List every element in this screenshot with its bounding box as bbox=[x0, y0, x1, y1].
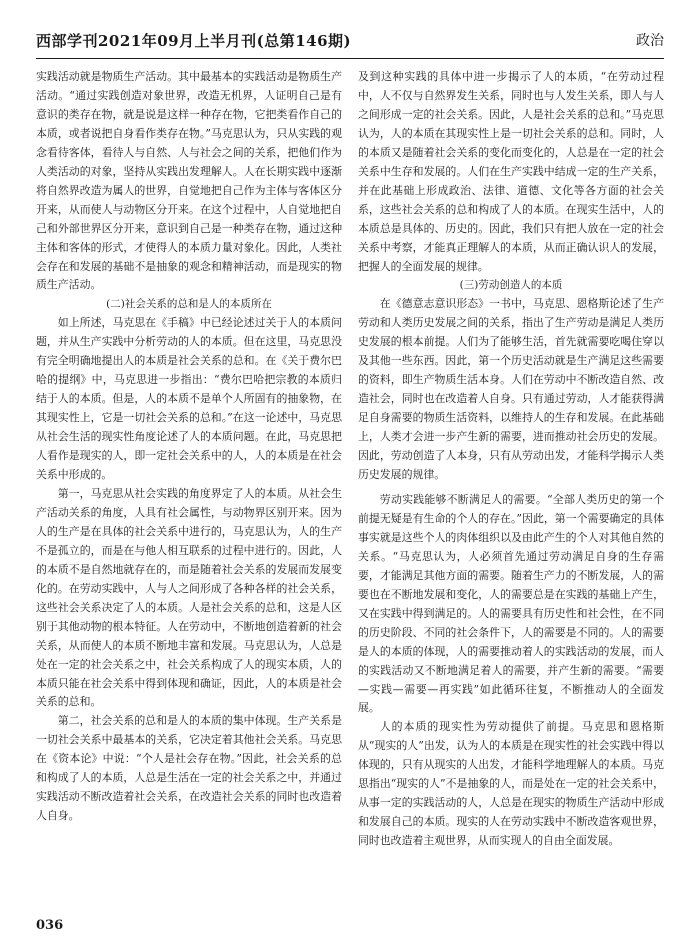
paragraph: 第二，社会关系的总和是人的本质的集中体现。生产关系是一切社会关系中最基本的关系，它决定着其他社会关系。马克思在《资本论》中说：“个人是社会存在物。”因此，社会关系的总和构成了人的本质，人总是生活在一定的社会关系之中，并通过实践活动不断改造着社会关系，在改造社会关系的同时也改造着人自身。 bbox=[36, 714, 342, 823]
paragraph: 实践活动就是物质生产活动。其中最基本的实践活动是物质生产活动。“通过实践创造对象世界，改造无机界，人证明自己是有意识的类存在物，就是说是这样一种存在物，它把类看作自己的本质，或者说把自身看作类存在物。”马克思认为，只从实践的观念看待客体，看待人与自然、人与社会之间的关系，把他们作为人类活动的对象，坚持从实践出发理解人。人在长期实践中逐渐将自然界改造为属人的世界，自觉地把自己作为主体与客体区分开来，从而使人与动物区分开来。在这个过程中，人自觉地把自己和外部世界区分开来，意识到自己是一种类存在物，通过这种主体和客体的形式，才使得人的本质力量对象化。因此，人类社会存在和发展的基础不是抽象的观念和精神活动，而是现实的物质生产活动。 bbox=[36, 70, 342, 292]
paragraph: 人的本质的现实性为劳动提供了前提。马克思和恩格斯从“现实的人”出发，认为人的本质是在现实性的社会实践中得以体现的，只有从现实的人出发，才能科学地理解人的本质。马克思指出“现实的人”不是抽象的人，而是处在一定的社会关系中，从事一定的实践活动的人，人总是在现实的物质生产活动中形成和发展自己的本质。现实的人在劳动实践中不断改造客观世界，同时也改造着主观世界，从而实现人的自由全面发展。 bbox=[358, 720, 664, 848]
paragraph: 在《德意志意识形态》一书中，马克思、恩格斯论述了生产劳动和人类历史发展之间的关系，指出了生产劳动是满足人类历史发展的根本前提。人们为了能够生活，首先就需要吃喝住穿以及其他一些东西。因此，第一个历史活动就是生产满足这些需要的资料，即生产物质生活本身。人们在劳动中不断改造自然、改造社会，同时也在改造着人自身。只有通过劳动，人才能获得满足自身需要的物质生活资料，以维持人的生存和发展。在此基础上，人类才会进一步产生新的需要，进而推动社会历史的发展。因此，劳动创造了人本身，只有从劳动出发，才能科学揭示人类历史发展的规律。 bbox=[358, 297, 664, 482]
paragraph: 及到这种实践的具体中进一步揭示了人的本质，“在劳动过程中，人不仅与自然界发生关系，同时也与人发生关系，即人与人之间形成一定的社会关系。因此，人是社会关系的总和。”马克思认为，人的本质在其现实性上是一切社会关系的总和。同时，人的本质又是随着社会关系的变化而变化的，人总是在一定的社会关系中生存和发展的。人们在生产实践中结成一定的生产关系，并在此基础上形成政治、法律、道德、文化等各方面的社会关系，这些社会关系的总和构成了人的本质。在现实生活中，人的本质总是具体的、历史的。因此，我们只有把人放在一定的社会关系中考察，才能真正理解人的本质，从而正确认识人的发展，把握人的全面发展的规律。 bbox=[358, 70, 664, 273]
right-column bbox=[358, 68, 664, 851]
left-column bbox=[36, 68, 342, 826]
paragraph: 如上所述，马克思在《手稿》中已经论述过关于人的本质问题，并从生产实践中分析劳动的人的本质。但在这里，马克思没有完全明确地提出人的本质是社会关系的总和。在《关于费尔巴哈的提纲》中，马克思进一步指出：“费尔巴哈把宗教的本质归结于人的本质。但是，人的本质不是单个人所固有的抽象物，在其现实性上，它是一切社会关系的总和。”在这一论述中，马克思从社会生活的现实性角度论述了人的本质问题。在此，马克思把人看作是现实的人，即一定社会关系中的人，人的本质是在社会关系中形成的。 bbox=[36, 316, 342, 482]
section-label: 政治 bbox=[636, 33, 664, 49]
journal-title: 西部学刊2021年09月上半月刊(总第146期) bbox=[36, 32, 352, 50]
section-heading: (二)社会关系的总和是人的本质所在 bbox=[106, 298, 272, 311]
section-heading: (三)劳动创造人的本质 bbox=[459, 279, 563, 292]
paragraph: 第一，马克思从社会实践的角度界定了人的本质。从社会生产活动关系的角度，人具有社会属性，与动物界区别开来。因为人的生产是在具体的社会关系中进行的，马克思认为，人的生产不是孤立的，而是在与他人相互联系的过程中进行的。因此，人的本质不是自然地就存在的，而是随着社会关系的发展而发展变化的。在劳动实践中，人与人之间形成了各种各样的社会关系，这些社会关系决定了人的本质。人是社会关系的总和，这是人区别于其他动物的根本特征。人在劳动中，不断地创造着新的社会关系，从而使人的本质不断地丰富和发展。马克思认为，人总是处在一定的社会关系之中，社会关系构成了人的现实本质，人的本质只能在社会关系中得到体现和确证，因此，人的本质是社会关系的总和。 bbox=[36, 486, 342, 709]
header-rule bbox=[36, 58, 664, 59]
page-number: 036 bbox=[36, 918, 64, 933]
page-header bbox=[36, 30, 664, 54]
paragraph: 劳动实践能够不断满足人的需要。“全部人类历史的第一个前提无疑是有生命的个人的存在。”因此，第一个需要确定的具体事实就是这些个人的肉体组织以及由此产生的个人对其他自然的关系。“马克思认为，人必须首先通过劳动满足自身的生存需要，才能满足其他方面的需要。随着生产力的不断发展，人的需要也在不断地发展和变化，人的需要总是在实践的基础上产生，又在实践中得到满足的。人的需要具有历史性和社会性，在不同的历史阶段、不同的社会条件下，人的需要是不同的。人的需要是人的本质的体现，人的需要推动着人的实践活动的发展，而人的实践活动又不断地满足着人的需要，并产生新的需要。“需要—实践—需要—再实践”如此循环往复，不断推动人的全面发展。 bbox=[358, 492, 664, 715]
